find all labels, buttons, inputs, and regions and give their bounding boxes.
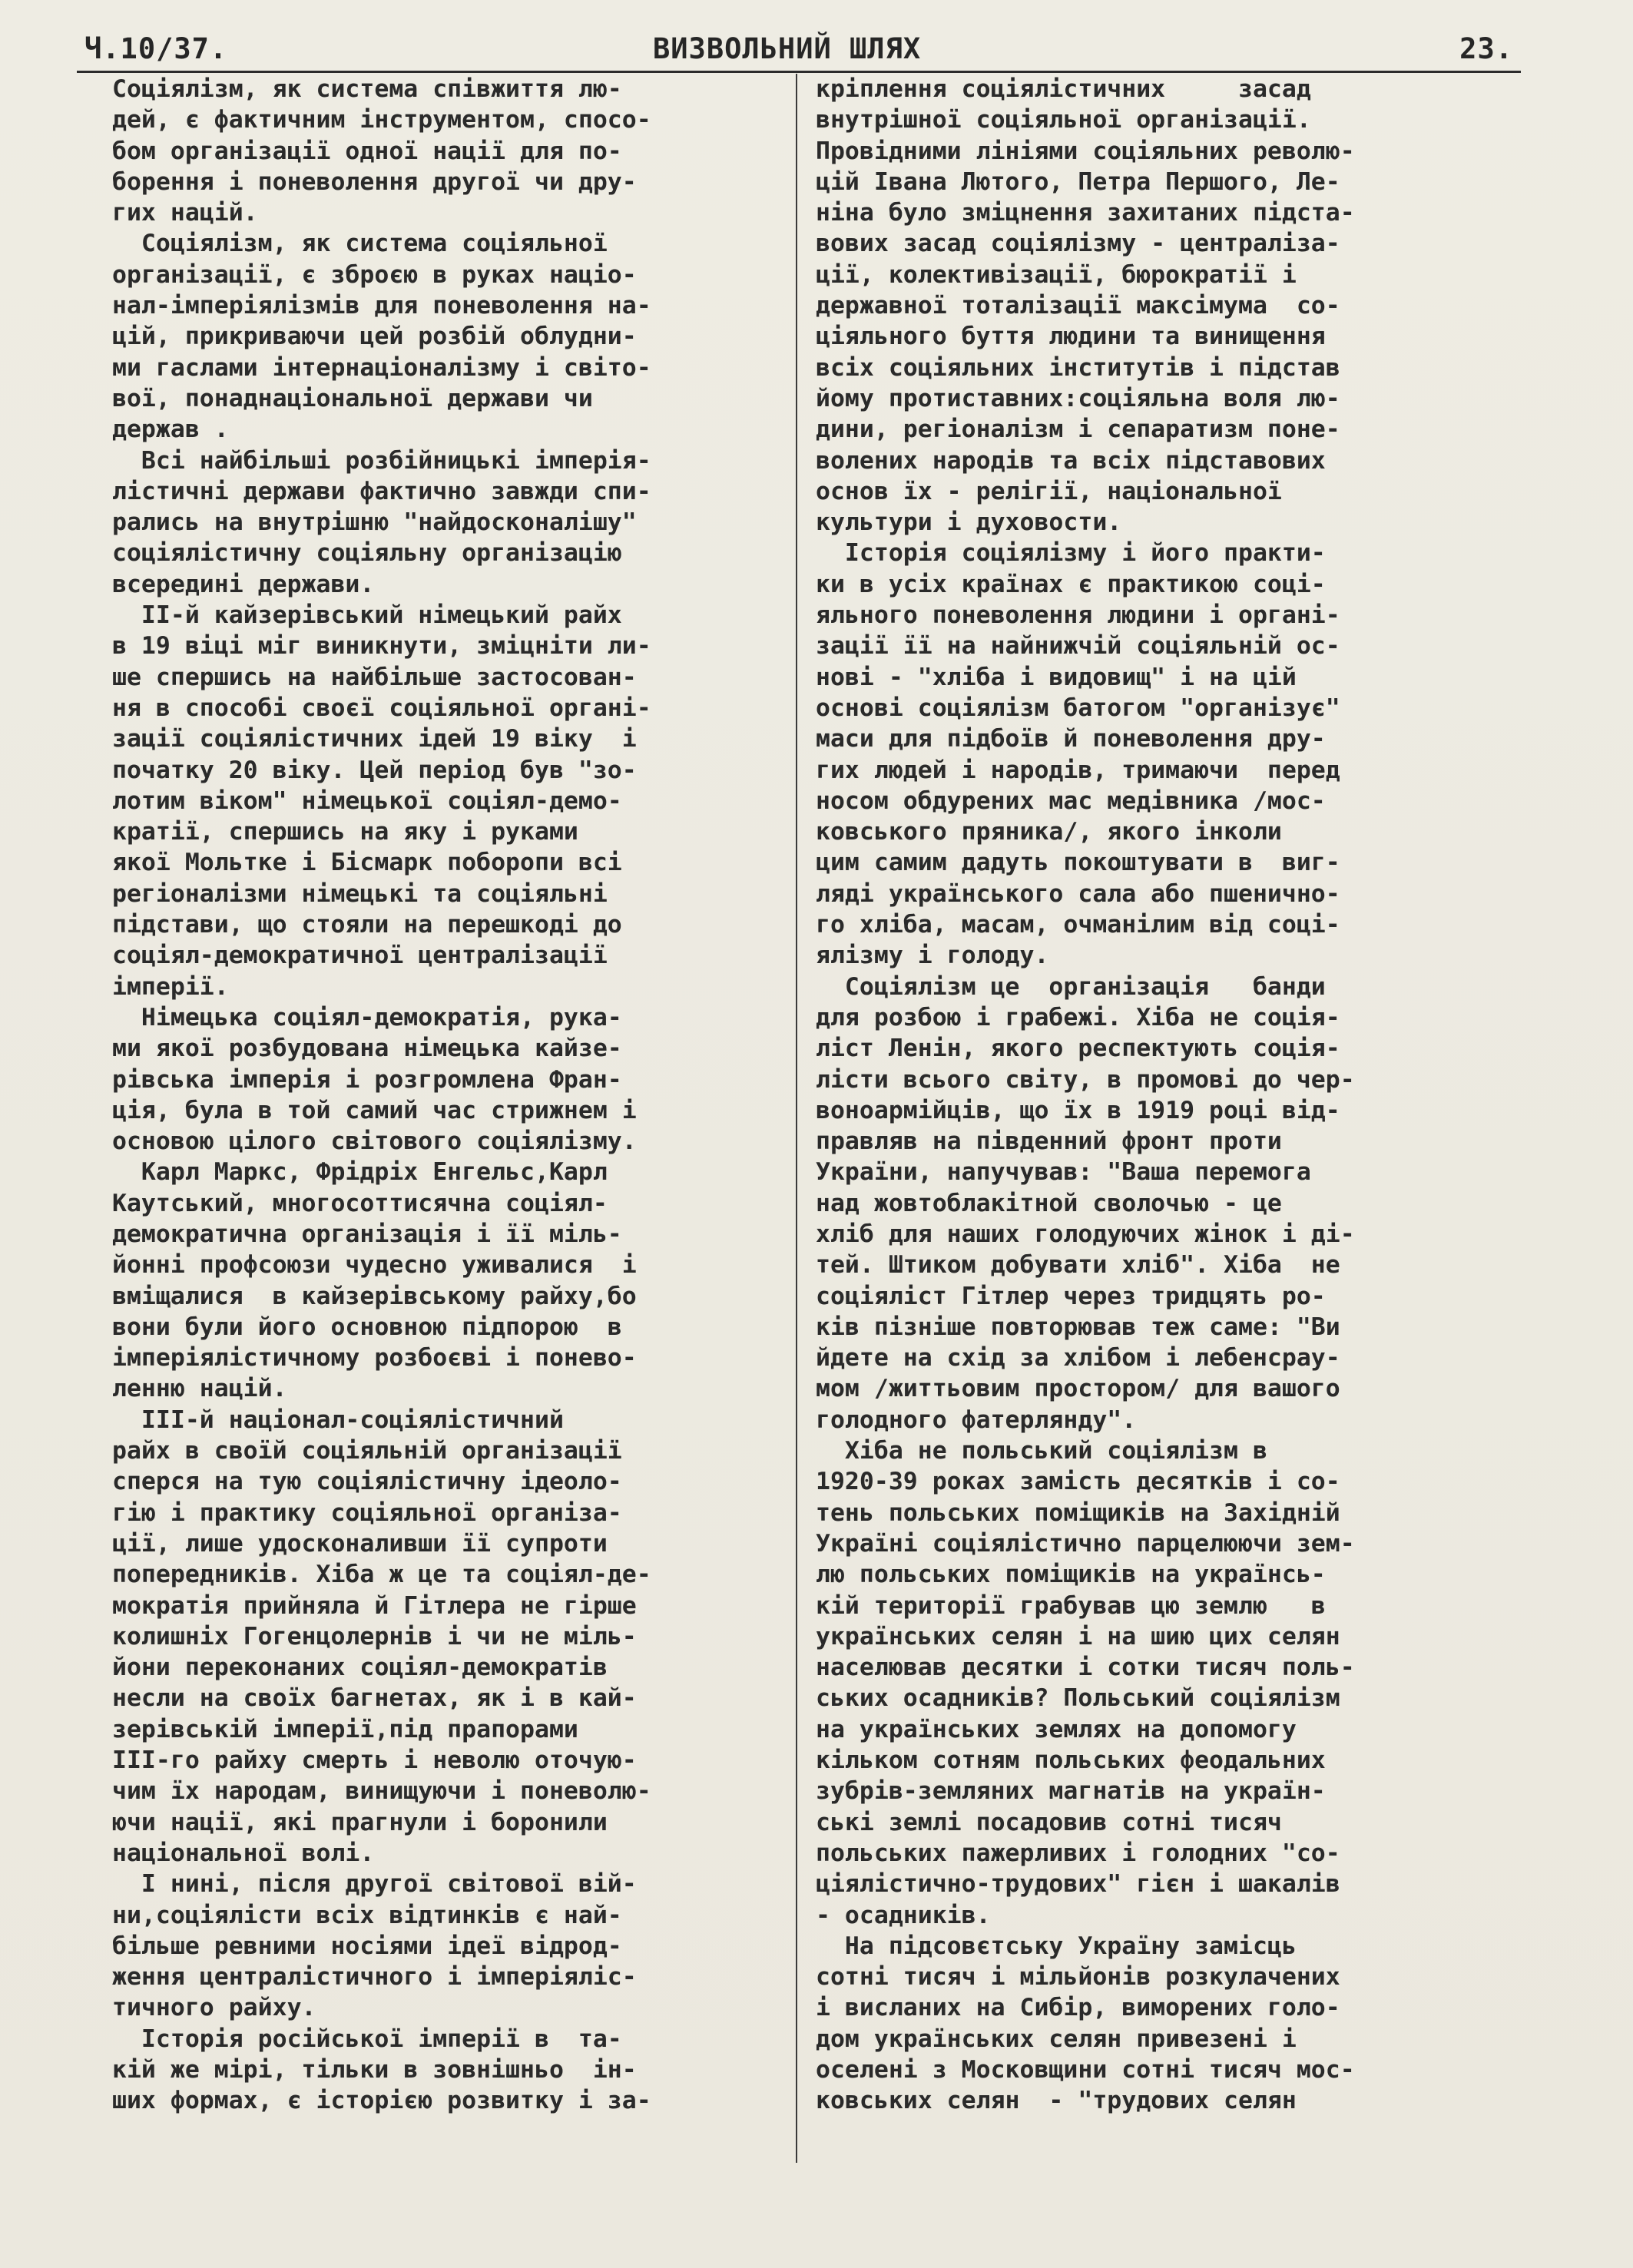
text-line: І нині, після другої світової вій- xyxy=(112,1870,637,1899)
text-line: ські землі посадовив сотні тисяч xyxy=(816,1808,1282,1836)
text-line: соціялістичну соціяльну організацію xyxy=(112,539,622,568)
text-line: ших формах, є історією розвитку і за- xyxy=(112,2087,651,2115)
text-line: нові - "хліба і видовищ" і на цій xyxy=(816,663,1297,691)
text-line: Провідними лініями соціяльних револю- xyxy=(816,137,1355,165)
text-line: гих людей і народів, тримаючи перед xyxy=(816,756,1340,784)
text-line: ше спершись на найбільше застосован- xyxy=(112,663,637,691)
text-line: ІІІ-го райху смерть і неволю оточую- xyxy=(112,1747,637,1775)
text-line: і висланих на Сибір, виморених голо- xyxy=(816,1994,1340,2022)
text-line: йдете на схід за хлібом і лебенсрау- xyxy=(816,1344,1340,1372)
text-line: колишніх Гогенцолернів і чи не міль- xyxy=(112,1622,637,1651)
text-line: ції, лише удосконаливши її супроти xyxy=(112,1529,608,1558)
text-line: регіоналізми німецькі та соціяльні xyxy=(112,879,608,908)
text-line: гію і практику соціяльної організа- xyxy=(112,1498,622,1527)
text-line: кріплення соціялістичних засад xyxy=(816,75,1311,103)
text-line: мом /життьовим простором/ для вашого xyxy=(816,1375,1340,1403)
text-line: Україні соціялістично парцелюючи зем- xyxy=(816,1529,1355,1558)
text-line: борення і поневолення другої чи дру- xyxy=(112,167,637,196)
text-line: ючи нації, які прагнули і боронили xyxy=(112,1808,608,1836)
text-line: організації, є зброєю в руках націо- xyxy=(112,260,637,289)
text-line: Соціялізм, як система співжиття лю- xyxy=(112,75,622,103)
text-line: Соціялізм, як система соціяльної xyxy=(112,230,608,258)
text-line: лістичні держави фактично завжди спи- xyxy=(112,477,651,505)
text-line: кільком сотням польських феодальних xyxy=(816,1747,1326,1775)
text-line: Історія соціялізму і його практи- xyxy=(816,539,1326,568)
column-divider xyxy=(796,74,797,2163)
text-line: в 19 віці міг виникнути, зміцніти ли- xyxy=(112,632,651,661)
text-line: імперіялістичному розбоєві і понево- xyxy=(112,1344,637,1372)
text-line: над жовтоблакітной сволочью - це xyxy=(816,1189,1282,1217)
text-line: Каутський, многосоттисячна соціял- xyxy=(112,1189,608,1217)
text-line: більше ревними носіями ідеї відрод- xyxy=(112,1932,622,1960)
text-line: воноармійців, що їх в 1919 році від- xyxy=(816,1096,1340,1124)
text-line: дини, регіоналізм і сепаратизм поне- xyxy=(816,416,1340,444)
text-line: кратії, спершись на яку і руками xyxy=(112,818,578,846)
text-line: - осадників. xyxy=(816,1901,991,1929)
text-line: соціяліст Гітлер через тридцять ро- xyxy=(816,1282,1326,1310)
text-line: ковських селян - "трудових селян xyxy=(816,2087,1297,2115)
text-line: райх в своїй соціяльній організації xyxy=(112,1437,622,1465)
text-line: хліб для наших голодуючих жінок і ді- xyxy=(816,1220,1355,1248)
text-line: яльного поневолення людини і органі- xyxy=(816,601,1340,630)
text-line: польських пажерливих і голодних "со- xyxy=(816,1839,1340,1867)
text-line: України, напучував: "Ваша перемога xyxy=(816,1158,1311,1187)
text-line: якої Мольтке і Бісмарк поборопи всі xyxy=(112,849,622,877)
text-line: зації соціялістичних ідей 19 віку і xyxy=(112,725,637,753)
text-line: мократія прийняла й Гітлера не гірше xyxy=(112,1591,637,1620)
text-line: цим самим дадуть покоштувати в виг- xyxy=(816,849,1340,877)
text-line: Німецька соціял-демократія, рука- xyxy=(112,1003,622,1031)
text-line: нал-імперіялізмів для поневолення на- xyxy=(112,292,651,320)
text-line: ції, колективізації, бюрократії і xyxy=(816,260,1297,289)
text-line: носом обдурених мас медівника /мос- xyxy=(816,786,1326,815)
text-line: ленню націй. xyxy=(112,1375,287,1403)
text-line: ліст Ленін, якого респектують соція- xyxy=(816,1035,1340,1063)
text-line: початку 20 віку. Цей період був "зо- xyxy=(112,756,637,784)
left-column xyxy=(112,74,780,2163)
text-line: державної тоталізації максімума со- xyxy=(816,292,1340,320)
text-line: цій, прикриваючи цей розбій облудни- xyxy=(112,323,637,351)
text-line: тичного райху. xyxy=(112,1994,316,2022)
text-line: вових засад соціялізму - централіза- xyxy=(816,230,1340,258)
text-line: основ їх - релігії, національної xyxy=(816,477,1282,505)
text-line: національної волі. xyxy=(112,1839,375,1867)
text-line: дей, є фактичним інструментом, спосо- xyxy=(112,106,651,134)
text-line: Соціялізм це організація банди xyxy=(816,972,1326,1001)
text-line: йони переконаних соціял-демократів xyxy=(112,1654,608,1682)
text-line: населював десятки і сотки тисяч поль- xyxy=(816,1654,1355,1682)
text-line: рались на внутрішню "найдосконалішу" xyxy=(112,508,637,537)
text-line: попередників. Хіба ж це та соціял-де- xyxy=(112,1561,651,1589)
text-line: соціял-демократичної централізації xyxy=(112,942,608,970)
text-line: лотим віком" німецької соціял-демо- xyxy=(112,786,622,815)
text-line: ніна було зміцнення захитаних підста- xyxy=(816,199,1355,227)
page-header xyxy=(84,32,1513,69)
publication-title: ВИЗВОЛЬНИЙ ШЛЯХ xyxy=(653,32,922,65)
text-line: Карл Маркс, Фрідріх Енгельс,Карл xyxy=(112,1158,608,1187)
text-line: ціялістично-трудових" гієн і шакалів xyxy=(816,1870,1340,1899)
text-line: основі соціялізм батогом "організує" xyxy=(816,694,1340,722)
text-line: зації її на найнижчій соціяльній ос- xyxy=(816,632,1340,661)
page-number: 23. xyxy=(1459,32,1513,65)
text-line: ків пізніше повторював теж саме: "Ви xyxy=(816,1313,1340,1341)
text-line: вони були його основною підпорою в xyxy=(112,1313,622,1341)
text-line: ціяльного буття людини та винищення xyxy=(816,323,1326,351)
text-line: чим їх народам, винищуючи і поневолю- xyxy=(112,1777,651,1806)
text-line: цій Івана Лютого, Петра Першого, Ле- xyxy=(816,167,1340,196)
text-line: ження централістичного і імперіяліс- xyxy=(112,1963,637,1992)
text-line: ІІІ-й націонал-соціялістичний xyxy=(112,1405,564,1434)
text-line: внутрішної соціяльної організації. xyxy=(816,106,1311,134)
text-line: йому протиставних:соціяльна воля лю- xyxy=(816,384,1340,412)
text-line: вої, понаднаціональної держави чи xyxy=(112,384,593,412)
text-line: сотні тисяч і мільйонів розкулачених xyxy=(816,1963,1340,1992)
text-line: Історія російської імперії в та- xyxy=(112,2025,622,2053)
text-line: На підсовєтську Україну замісць xyxy=(816,1932,1297,1960)
text-line: голодного фатерлянду". xyxy=(816,1405,1137,1434)
text-line: на українських землях на допомогу xyxy=(816,1715,1297,1743)
text-line: основою цілого світового соціялізму. xyxy=(112,1127,637,1156)
right-column xyxy=(816,74,1492,2163)
text-line: Хіба не польський соціялізм в xyxy=(816,1437,1267,1465)
text-line: ІІ-й кайзерівський німецький райх xyxy=(112,601,622,630)
text-line: рівська імперія і розгромлена Фран- xyxy=(112,1065,622,1094)
text-line: правляв на південний фронт проти xyxy=(816,1127,1282,1156)
text-line: ки в усіх країнах є практикою соці- xyxy=(816,570,1326,598)
header-rule xyxy=(77,71,1521,73)
text-line: ських осадників? Польський соціялізм xyxy=(816,1684,1340,1713)
text-line: сперся на тую соціялістичну ідеоло- xyxy=(112,1468,622,1496)
text-line: лю польських поміщиків на українсь- xyxy=(816,1561,1326,1589)
text-line: кій території грабував цю землю в xyxy=(816,1591,1326,1620)
text-line: ковського пряника/, якого інколи xyxy=(816,818,1282,846)
text-line: ми гаслами інтернаціоналізму і світо- xyxy=(112,353,651,382)
text-line: демократична організація і її міль- xyxy=(112,1220,622,1248)
text-line: ція, була в той самий час стрижнем і xyxy=(112,1096,637,1124)
text-line: оселені з Московщини сотні тисяч мос- xyxy=(816,2056,1355,2084)
text-line: українських селян і на шию цих селян xyxy=(816,1622,1340,1651)
text-line: вміщалися в кайзерівському райху,бо xyxy=(112,1282,637,1310)
text-line: маси для підбоїв й поневолення дру- xyxy=(816,725,1326,753)
text-line: ляді українського сала або пшенично- xyxy=(816,879,1340,908)
text-line: всіх соціяльних інститутів і підстав xyxy=(816,353,1340,382)
text-line: всередині держави. xyxy=(112,570,375,598)
text-line: ми якої розбудована німецька кайзе- xyxy=(112,1035,622,1063)
text-line: 1920-39 роках замість десятків і со- xyxy=(816,1468,1340,1496)
text-line: кій же мірі, тільки в зовнішньо ін- xyxy=(112,2056,637,2084)
text-line: для розбою і грабежі. Хіба не соція- xyxy=(816,1003,1340,1031)
text-line: йонні профсоюзи чудесно уживалися і xyxy=(112,1251,637,1280)
text-line: ни,соціялісти всіх відтинків є най- xyxy=(112,1901,622,1929)
text-line: тей. Штиком добувати хліб". Хіба не xyxy=(816,1251,1340,1280)
text-line: дом українських селян привезені і xyxy=(816,2025,1297,2053)
text-line: бом організації одної нації для по- xyxy=(112,137,622,165)
text-line: держав . xyxy=(112,416,229,444)
text-line: несли на своїх багнетах, як і в кай- xyxy=(112,1684,637,1713)
text-line: підстави, що стояли на перешкоді до xyxy=(112,911,622,939)
text-line: го хліба, масам, очманілим від соці- xyxy=(816,911,1340,939)
issue-number: Ч.10/37. xyxy=(84,32,228,65)
text-line: зерівській імперії,під прапорами xyxy=(112,1715,578,1743)
text-line: гих націй. xyxy=(112,199,258,227)
text-line: волених народів та всіх підставових xyxy=(816,446,1326,475)
text-line: зубрів-земляних магнатів на україн- xyxy=(816,1777,1326,1806)
text-line: ялізму і голоду. xyxy=(816,942,1049,970)
text-line: ня в способі своєї соціяльної органі- xyxy=(112,694,651,722)
text-line: культури і духовости. xyxy=(816,508,1122,537)
text-line: імперії. xyxy=(112,972,229,1001)
text-line: Всі найбільші розбійницькі імперія- xyxy=(112,446,651,475)
text-line: лісти всього світу, в промові до чер- xyxy=(816,1065,1355,1094)
text-line: тень польських поміщиків на Західній xyxy=(816,1498,1340,1527)
